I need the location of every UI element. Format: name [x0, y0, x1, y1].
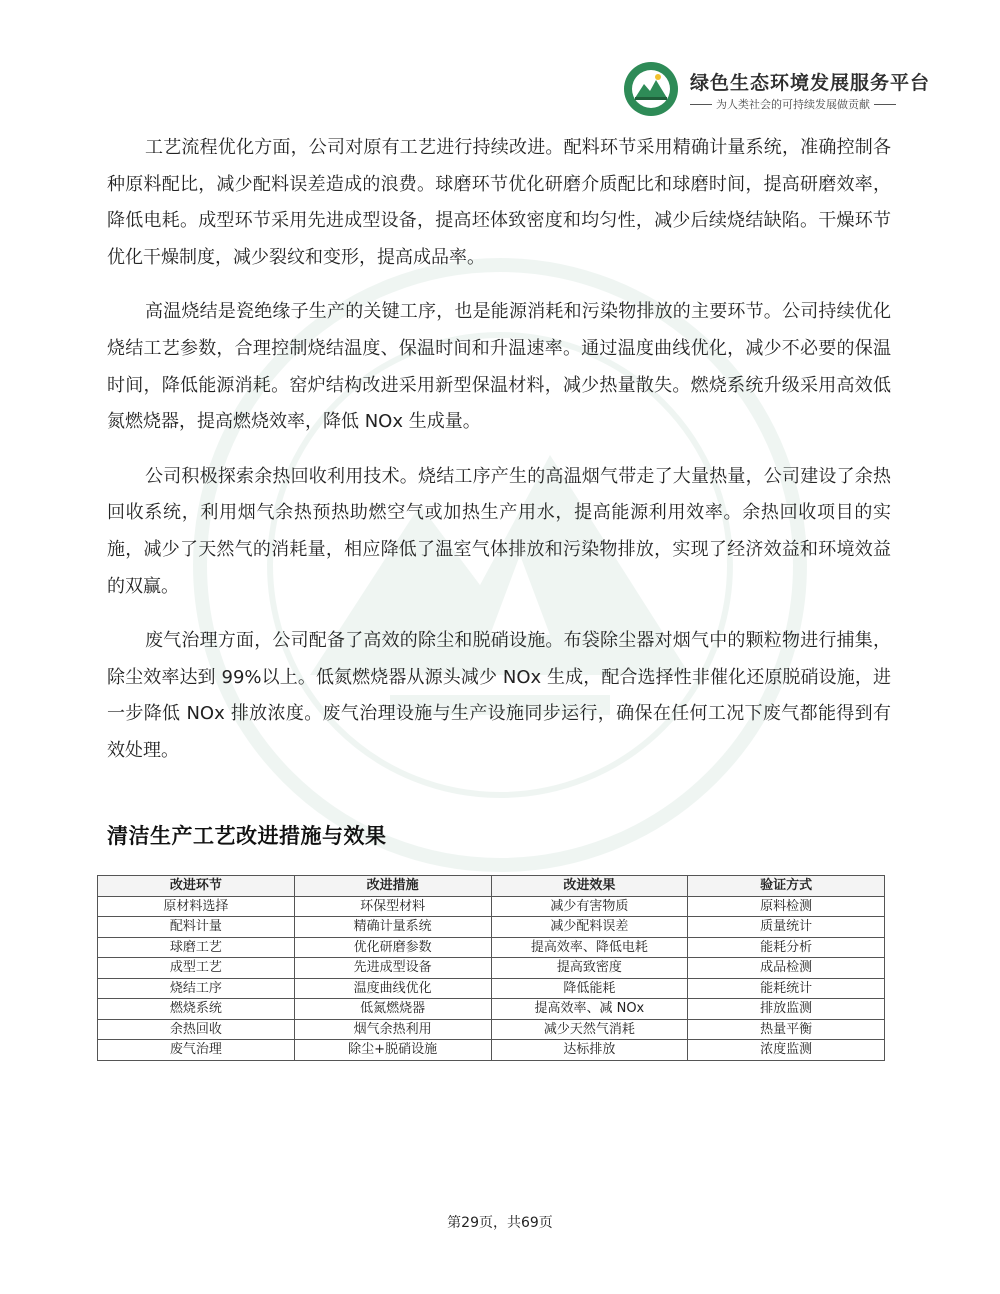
improvement-table — [97, 875, 885, 1061]
table-cell: 精确计量系统 — [294, 917, 491, 938]
table-header-row — [98, 876, 885, 897]
table-cell: 球磨工艺 — [98, 937, 295, 958]
table-cell: 能耗统计 — [688, 978, 885, 999]
table-cell: 废气治理 — [98, 1040, 295, 1061]
table-row — [98, 917, 885, 938]
table-cell: 配料计量 — [98, 917, 295, 938]
table-cell: 低氮燃烧器 — [294, 999, 491, 1020]
table-cell: 热量平衡 — [688, 1019, 885, 1040]
platform-title: 绿色生态环境发展服务平台 — [690, 72, 931, 94]
table-cell: 温度曲线优化 — [294, 978, 491, 999]
table-cell: 成型工艺 — [98, 958, 295, 979]
table-row — [98, 1019, 885, 1040]
table-cell: 烟气余热利用 — [294, 1019, 491, 1040]
column-header: 改进环节 — [98, 876, 295, 897]
table-cell: 成品检测 — [688, 958, 885, 979]
table-cell: 原料检测 — [688, 896, 885, 917]
table-row — [98, 1040, 885, 1061]
table-row — [98, 958, 885, 979]
table-row — [98, 999, 885, 1020]
table-cell: 先进成型设备 — [294, 958, 491, 979]
table-cell: 提高致密度 — [491, 958, 688, 979]
eco-platform-logo-icon — [622, 60, 680, 118]
table-cell: 燃烧系统 — [98, 999, 295, 1020]
table-cell: 除尘+脱硝设施 — [294, 1040, 491, 1061]
paragraph-sintering: 高温烧结是瓷绝缘子生产的关键工序，也是能源消耗和污染物排放的主要环节。公司持续优化烧结工艺参数，合理控制烧结温度、保温时间和升温速率。通过温度曲线优化，减少不必要的保温时间，降低能源消耗。窑炉结构改进采用新型保温材料，减少热量散失。燃烧系统升级采用高效低氮燃烧器，提高燃烧效率，降低 NOx 生成量。 — [107, 301, 891, 433]
table-cell: 浓度监测 — [688, 1040, 885, 1061]
table-cell: 达标排放 — [491, 1040, 688, 1061]
table-cell: 余热回收 — [98, 1019, 295, 1040]
table-cell: 环保型材料 — [294, 896, 491, 917]
table-cell: 减少天然气消耗 — [491, 1019, 688, 1040]
slogan-dash-right — [874, 104, 896, 105]
table-cell: 降低能耗 — [491, 978, 688, 999]
section-title: 清洁生产工艺改进措施与效果 — [107, 824, 387, 848]
slogan-text: 为人类社会的可持续发展做贡献 — [716, 98, 870, 111]
paragraph-process-optimization: 工艺流程优化方面，公司对原有工艺进行持续改进。配料环节采用精确计量系统，准确控制各种原料配比，减少配料误差造成的浪费。球磨环节优化研磨介质配比和球磨时间，提高研磨效率，降低电耗。成型环节采用先进成型设备，提高坯体致密度和均匀性，减少后续烧结缺陷。干燥环节优化干燥制度，减少裂纹和变形，提高成品率。 — [107, 137, 891, 268]
table-row — [98, 937, 885, 958]
paragraph-heat-recovery: 公司积极探索余热回收利用技术。烧结工序产生的高温烟气带走了大量热量，公司建设了余热回收系统，利用烟气余热预热助燃空气或加热生产用水，提高能源利用效率。余热回收项目的实施，减少了天然气的消耗量，相应降低了温室气体排放和污染物排放，实现了经济效益和环境效益的双赢。 — [107, 465, 891, 597]
paragraph-exhaust-treatment: 废气治理方面，公司配备了高效的除尘和脱硝设施。布袋除尘器对烟气中的颗粒物进行捕集，除尘效率达到 99%以上。低氮燃烧器从源头减少 NOx 生成，配合选择性非催化还原脱硝设施，进一步降低 NOx 排放浓度。废气治理设施与生产设施同步运行，确保在任何工况下废气都能得到有效处理。 — [107, 630, 891, 761]
platform-slogan — [690, 96, 896, 112]
table-cell: 减少配料误差 — [491, 917, 688, 938]
table-cell: 质量统计 — [688, 917, 885, 938]
table-cell: 原材料选择 — [98, 896, 295, 917]
table-cell: 能耗分析 — [688, 937, 885, 958]
column-header: 改进效果 — [491, 876, 688, 897]
page-number: 第29页，共69页 — [447, 1215, 553, 1231]
table-row — [98, 978, 885, 999]
table-cell: 提高效率、减 NOx — [491, 999, 688, 1020]
table-cell: 排放监测 — [688, 999, 885, 1020]
table-row — [98, 896, 885, 917]
document-body — [107, 130, 891, 788]
slogan-dash-left — [690, 104, 712, 105]
table-cell: 减少有害物质 — [491, 896, 688, 917]
column-header: 验证方式 — [688, 876, 885, 897]
table-cell: 烧结工序 — [98, 978, 295, 999]
table-cell: 优化研磨参数 — [294, 937, 491, 958]
table-cell: 提高效率、降低电耗 — [491, 937, 688, 958]
column-header: 改进措施 — [294, 876, 491, 897]
